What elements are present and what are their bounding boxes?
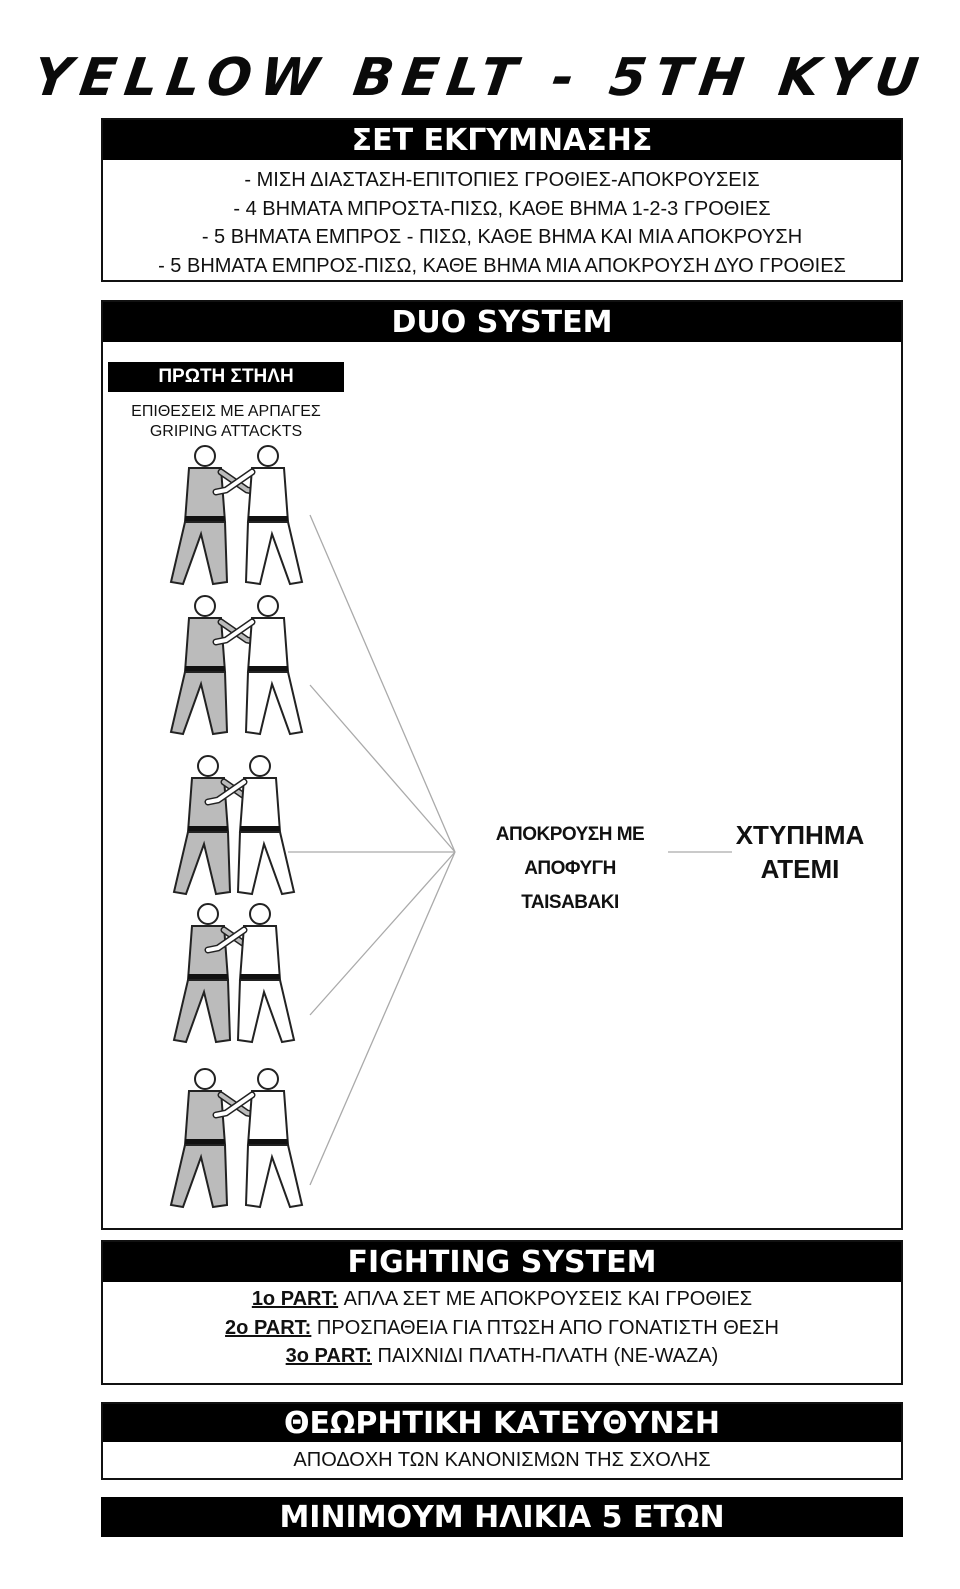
fighting-part bbox=[103, 1314, 901, 1343]
part-text: ΠΑΙΧΝΙΔΙ ΠΛΑΤΗ-ΠΛΑΤΗ (NE-WAZA) bbox=[371, 1345, 719, 1367]
minimum-age-section bbox=[101, 1497, 903, 1539]
part-label: 1o PART: bbox=[251, 1288, 339, 1310]
technique-figure bbox=[171, 1069, 302, 1207]
page-title: YELLOW BELT - 5TH KYU bbox=[29, 48, 931, 108]
atemi-english: ΑΤΕΜΙ bbox=[760, 854, 840, 884]
technique-figure bbox=[171, 446, 302, 584]
technique-figure bbox=[171, 596, 302, 734]
theory-section bbox=[101, 1402, 903, 1480]
part-label: 3o PART: bbox=[285, 1345, 372, 1367]
atemi-label bbox=[730, 818, 870, 886]
minimum-age-heading: ΜΙΝΙΜΟΥΜ ΗΛΙΚΙΑ 5 ΕΤΩΝ bbox=[101, 1497, 903, 1537]
technique-figure bbox=[174, 756, 294, 894]
fighting-system-section bbox=[101, 1240, 903, 1385]
fighting-part bbox=[103, 1342, 901, 1371]
duo-system-heading: DUO SYSTEM bbox=[103, 302, 901, 342]
taisabaki-greek: ΑΠΟΚΡΟΥΣΗ ΜΕ ΑΠΟΦΥΓΗ bbox=[495, 824, 645, 879]
training-set-item: - 4 ΒΗΜΑΤΑ ΜΠΡΟΣΤΑ-ΠΙΣΩ, ΚΑΘΕ ΒΗΜΑ 1-2-3 ΓΡΟΘΙΕΣ bbox=[233, 197, 771, 220]
training-set-item: - 5 ΒΗΜΑΤΑ ΕΜΠΡΟΣ - ΠΙΣΩ, ΚΑΘΕ ΒΗΜΑ ΚΑΙ ΜΙΑ ΑΠΟΚΡΟΥΣΗ bbox=[201, 226, 803, 248]
fighting-system-heading: FIGHTING SYSTEM bbox=[103, 1242, 901, 1282]
column-subtitle-greek: ΕΠΙΘΕΣΕΙΣ ΜΕ ΑΡΠΑΓΕΣ bbox=[131, 403, 321, 420]
atemi-greek: ΧΤΥΠΗΜΑ bbox=[735, 820, 865, 850]
part-text: ΑΠΛΑ ΣΕΤ ΜΕ ΑΠΟΚΡΟΥΣΕΙΣ ΚΑΙ ΓΡΟΘΙΕΣ bbox=[338, 1288, 753, 1310]
technique-figure bbox=[174, 904, 294, 1042]
fighting-part bbox=[103, 1285, 901, 1314]
column-label: ΠΡΩΤΗ ΣΤΗΛΗ bbox=[108, 362, 344, 392]
part-text: ΠΡΟΣΠΑΘΕΙΑ ΓΙΑ ΠΤΩΣΗ ΑΠΟ ΓΟΝΑΤΙΣΤΗ ΘΕΣΗ bbox=[311, 1316, 779, 1339]
part-label: 2o PART: bbox=[225, 1316, 312, 1339]
training-set-item: - 5 ΒΗΜΑΤΑ ΕΜΠΡΟΣ-ΠΙΣΩ, ΚΑΘΕ ΒΗΜΑ ΜΙΑ ΑΠΟΚΡΟΥΣΗ ΔΥΟ ΓΡΟΘΙΕΣ bbox=[158, 254, 846, 277]
fighting-system-list bbox=[103, 1282, 901, 1371]
taisabaki-label bbox=[470, 818, 670, 920]
training-set-item: - ΜΙΣΗ ΔΙΑΣΤΑΣΗ-ΕΠΙΤΟΠΙΕΣ ΓΡΟΘΙΕΣ-ΑΠΟΚΡΟΥΣΕΙΣ bbox=[244, 169, 760, 191]
column-subtitle-english: GRIPING ATTACKTS bbox=[149, 423, 303, 440]
training-set-heading: ΣΕΤ ΕΚΓΥΜΝΑΣΗΣ bbox=[103, 120, 901, 160]
theory-text: ΑΠΟΔΟΧΗ ΤΩΝ ΚΑΝΟΝΙΣΜΩΝ ΤΗΣ ΣΧΟΛΗΣ bbox=[293, 1449, 711, 1471]
taisabaki-english: TAISABAKI bbox=[521, 892, 619, 913]
theory-heading: ΘΕΩΡΗΤΙΚΗ ΚΑΤΕΥΘΥΝΣΗ bbox=[103, 1404, 901, 1442]
